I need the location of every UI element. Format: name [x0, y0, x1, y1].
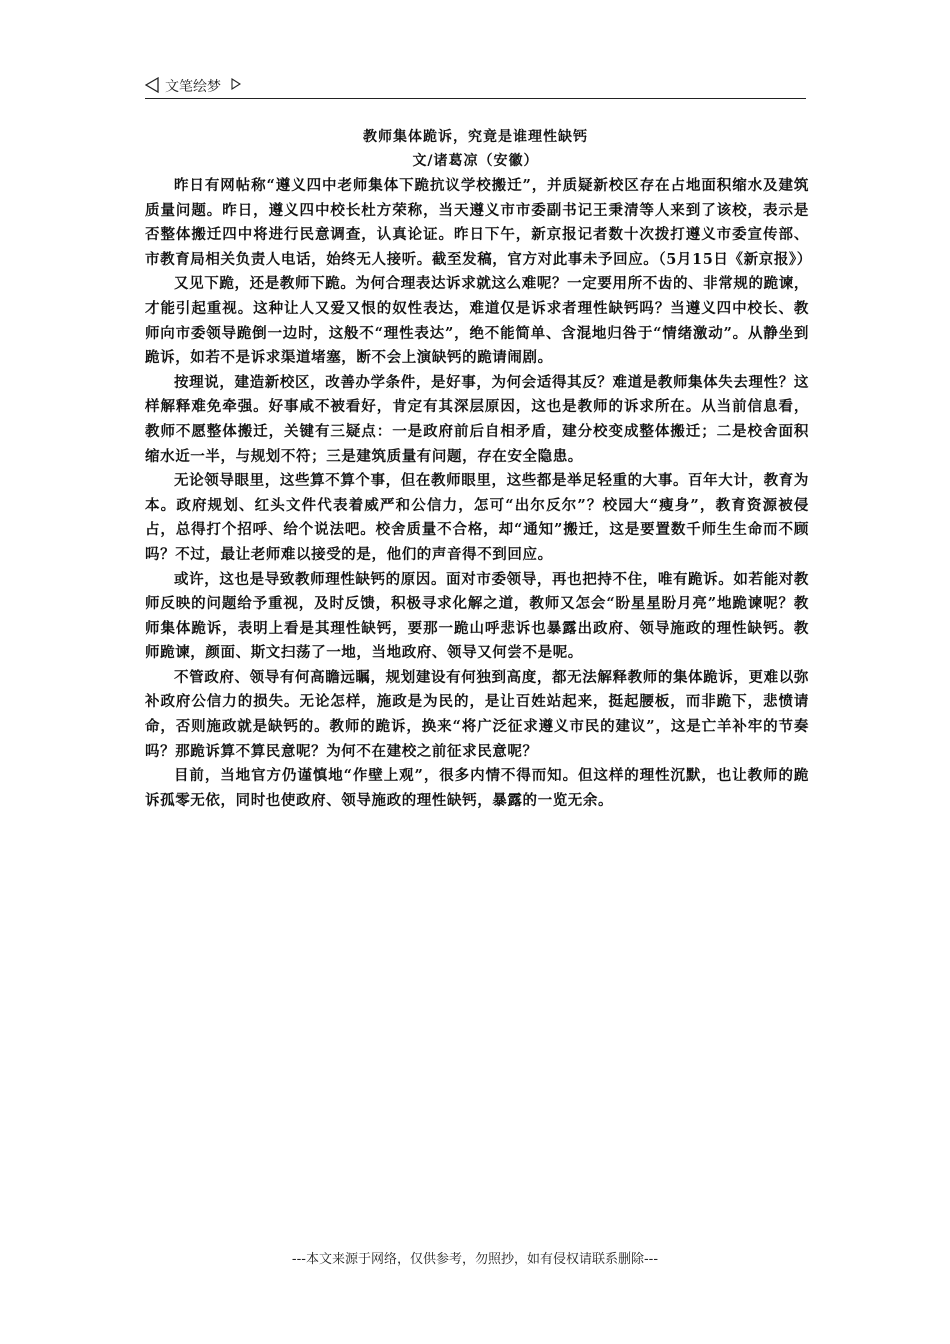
- paragraph: 按理说，建造新校区，改善办学条件，是好事，为何会适得其反？难道是教师集体失去理性？这样解释难免牵强。好事咸不被看好，肯定有其深层原因，这也是教师的诉求所在。从当前信息看，教师不愿整体搬迁，关键有三疑点：一是政府前后自相矛盾，建分校变成整体搬迁；二是校舍面积缩水近一半，与规划不符；三是建筑质量有问题，存在安全隐患。: [145, 373, 809, 465]
- brand-name: 文笔绘梦: [165, 79, 221, 95]
- article-byline: 文/诸葛凉（安徽）: [412, 153, 539, 169]
- paragraph: 无论领导眼里，这些算不算个事，但在教师眼里，这些都是举足轻重的大事。百年大计，教育为本。政府规划、红头文件代表着威严和公信力，怎可“出尔反尔”？校园大“瘦身”，教育资源被侵占，总得打个招呼、给个说法吧。校舍质量不合格，却“通知”搬迁，这是要置数千师生生命而不顾吗？不过，最让老师难以接受的是，他们的声音得不到回应。: [145, 472, 809, 563]
- source-disclaimer: ---本文来源于网络，仅供参考，勿照抄，如有侵权请联系删除---: [291, 1252, 659, 1267]
- paragraph: 不管政府、领导有何高瞻远瞩，规划建设有何独到高度，都无法解释教师的集体跪诉，更难以弥补政府公信力的损失。无论怎样，施政是为民的，是让百姓站起来，挺起腰板，而非跪下，悲愤请命，否则施政就是缺钙的。教师的跪诉，换来“将广泛征求遵义市民的建议”，这是亡羊补牢的节奏吗？那跪诉算不算民意呢？为何不在建校之前征求民意呢？: [145, 668, 809, 760]
- article-body: [145, 174, 812, 813]
- paragraph: 又见下跪，还是教师下跪。为何合理表达诉求就这么难呢？一定要用所不齿的、非常规的跪谏，才能引起重视。这种让人又爱又恨的奴性表达，难道仅是诉求者理性缺钙吗？当遵义四中校长、教师向市委领导跪倒一边时，这般不“理性表达”，绝不能简单、含混地归咎于“情绪激动”。从静坐到跪诉，如若不是诉求渠道堵塞，断不会上演缺钙的跪请闹剧。: [145, 275, 809, 367]
- page-header: [145, 74, 806, 99]
- article-title: 教师集体跪诉，究竟是谁理性缺钙: [363, 129, 588, 145]
- paragraph: 目前，当地官方仍谨慎地“作壁上观”，很多内情不得而知。但这样的理性沉默，也让教师的跪诉孤零无依，同时也使政府、领导施政的理性缺钙，暴露的一览无余。: [145, 767, 809, 809]
- triangle-right-icon: [231, 78, 241, 90]
- paragraph: 或许，这也是导致教师理性缺钙的原因。面对市委领导，再也把持不住，唯有跪诉。如若能对教师反映的问题给予重视，及时反馈，积极寻求化解之道，教师又怎会“盼星星盼月亮”地跪谏呢？教师集体跪诉，表明上看是其理性缺钙，要那一跪山呼悲诉也暴露出政府、领导施政的理性缺钙。教师跪谏，颜面、斯文扫荡了一地，当地政府、领导又何尝不是呢。: [145, 570, 809, 662]
- paragraph: 昨日有网帖称“遵义四中老师集体下跪抗议学校搬迁”，并质疑新校区存在占地面积缩水及建筑质量问题。昨日，遵义四中校长杜方荣称，当天遵义市市委副书记王秉清等人来到了该校，表示是否整体搬迁四中将进行民意调查，认真论证。昨日下午，新京报记者数十次拨打遵义市委宣传部、市教育局相关负责人电话，始终无人接听。截至发稿，官方对此事未予回应。（5月15日《新京报》）: [145, 177, 812, 268]
- triangle-left-icon: [145, 77, 159, 93]
